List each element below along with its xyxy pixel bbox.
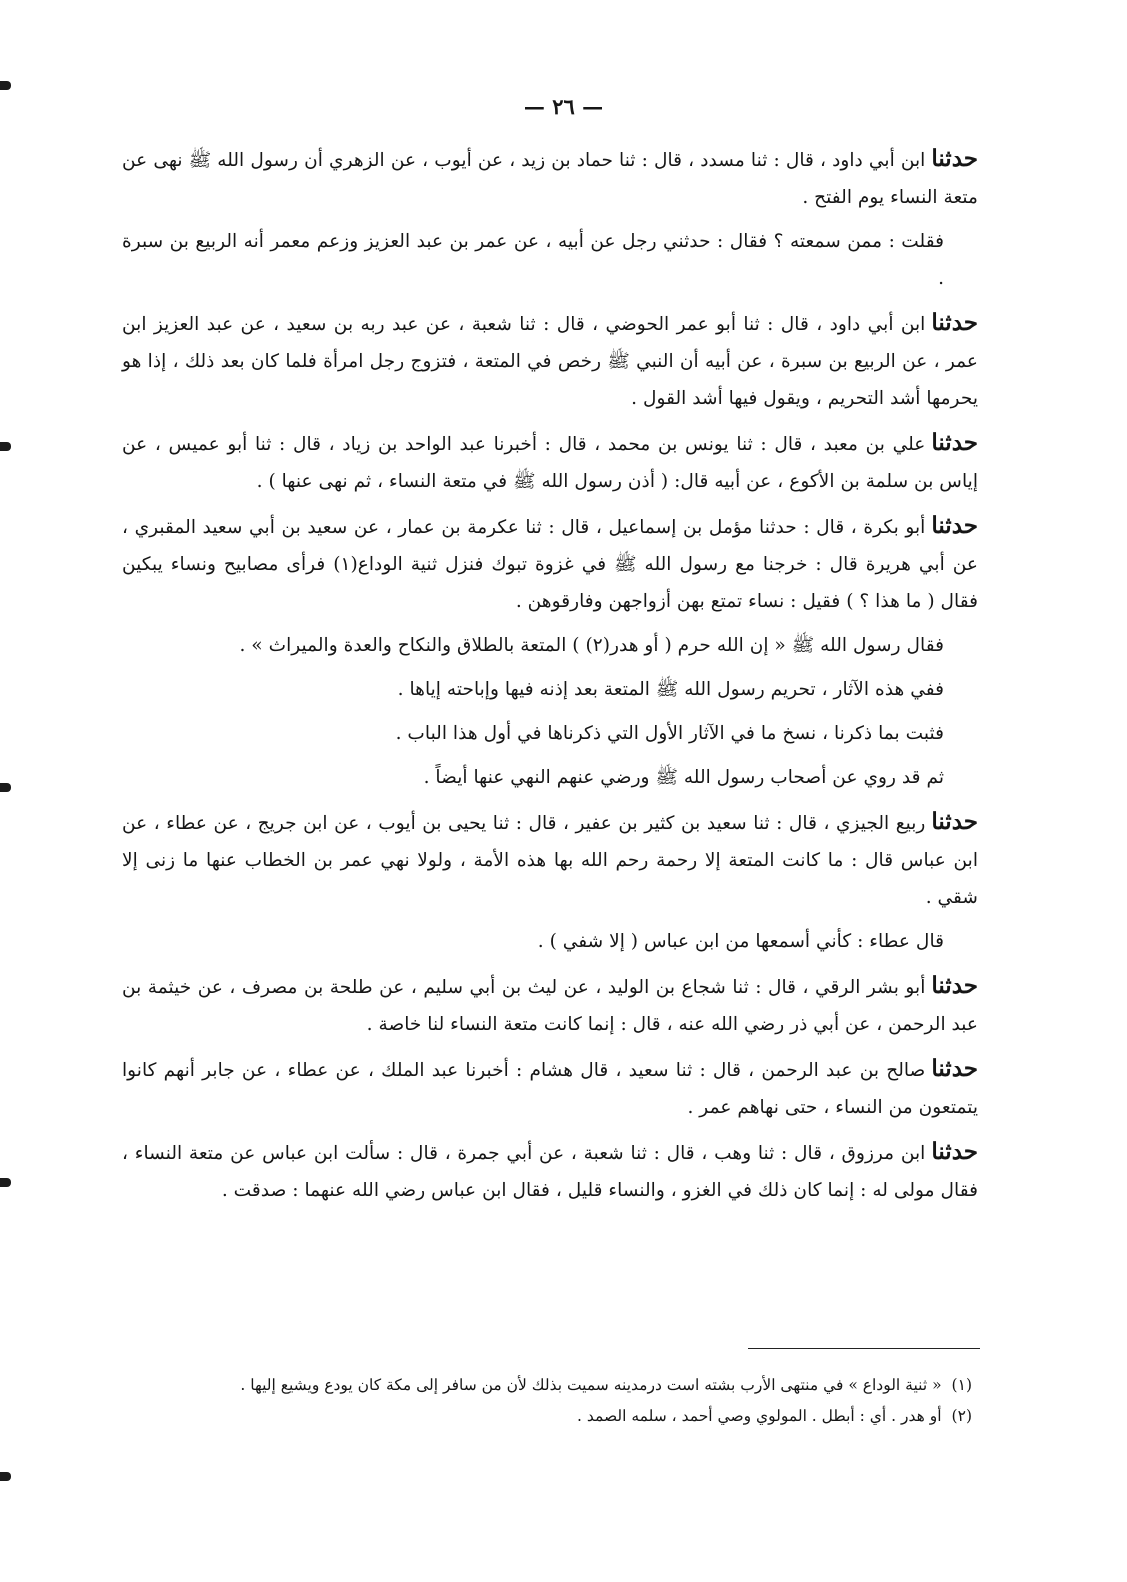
paragraph-12 bbox=[122, 967, 978, 1043]
margin-scan-mark bbox=[0, 1178, 11, 1187]
paragraph-11 bbox=[122, 923, 978, 960]
page-body bbox=[122, 140, 978, 1216]
paragraph-6 bbox=[122, 627, 978, 664]
paragraph-text: قال عطاء : كأني أسمعها من ابن عباس ( إلا شفي ) . bbox=[537, 931, 944, 952]
footnote-text: أو هدر . أي : أبطل . المولوي وصي أحمد ، سلمه الصمد . bbox=[577, 1407, 942, 1425]
hadith-lead-word: حدثنا bbox=[931, 808, 978, 835]
paragraph-9 bbox=[122, 759, 978, 796]
paragraph-14 bbox=[122, 1133, 978, 1209]
hadith-lead-word: حدثنا bbox=[931, 429, 978, 456]
footnote-1 bbox=[122, 1370, 972, 1401]
hadith-lead-word: حدثنا bbox=[931, 145, 978, 172]
footnotes bbox=[122, 1370, 972, 1432]
paragraph-text: فقال رسول الله ﷺ « إن الله حرم ( أو هدر(٢) ) المتعة بالطلاق والنكاح والعدة والميراث » . bbox=[239, 635, 944, 656]
footnote-number: (١) bbox=[951, 1376, 972, 1394]
paragraph-text: ابن أبي داود ، قال : ثنا مسدد ، قال : ثنا حماد بن زيد ، عن أيوب ، عن الزهري أن رسول الله ﷺ نهى عن متعة النساء يوم الفتح . bbox=[122, 150, 978, 208]
hadith-lead-word: حدثنا bbox=[931, 309, 978, 336]
paragraph-5 bbox=[122, 507, 978, 620]
paragraph-4 bbox=[122, 424, 978, 500]
paragraph-text: ثم قد روي عن أصحاب رسول الله ﷺ ورضي عنهم النهي عنها أيضاً . bbox=[423, 767, 944, 788]
paragraph-10 bbox=[122, 803, 978, 916]
paragraph-3 bbox=[122, 304, 978, 417]
hadith-lead-word: حدثنا bbox=[931, 972, 978, 999]
footnote-2 bbox=[122, 1401, 972, 1432]
page-number: — ٢٦ — bbox=[523, 94, 604, 119]
hadith-lead-word: حدثنا bbox=[931, 1138, 978, 1165]
paragraph-text: ابن أبي داود ، قال : ثنا أبو عمر الحوضي ، قال : ثنا شعبة ، عن عبد ربه بن سعيد ، عن عبد العزيز ابن عمر ، عن الربيع بن سبرة ، عن أبيه أن النبي ﷺ رخص في المتعة ، فتزوج رجل امرأة فلما كان بعد ذلك ، إذا هو يحرمها أشد التحريم ، ويقول فيها أشد القول . bbox=[122, 314, 978, 409]
paragraph-7 bbox=[122, 671, 978, 708]
paragraph-2 bbox=[122, 223, 978, 297]
paragraph-text: فثبت بما ذكرنا ، نسخ ما في الآثار الأول التي ذكرناها في أول هذا الباب . bbox=[395, 723, 944, 744]
hadith-lead-word: حدثنا bbox=[931, 512, 978, 539]
margin-scan-mark bbox=[0, 1472, 11, 1481]
paragraph-text: فقلت : ممن سمعته ؟ فقال : حدثني رجل عن أبيه ، عن عمر بن عبد العزيز وزعم معمر أنه الربيع بن سبرة . bbox=[122, 231, 944, 289]
footnote-number: (٢) bbox=[951, 1407, 972, 1425]
paragraph-8 bbox=[122, 715, 978, 752]
paragraph-text: صالح بن عبد الرحمن ، قال : ثنا سعيد ، قال هشام : أخبرنا عبد الملك ، عن عطاء ، عن جابر أنهم كانوا يتمتعون من النساء ، حتى نهاهم عمر . bbox=[122, 1060, 978, 1118]
margin-scan-mark bbox=[0, 81, 11, 90]
footnote-text: « ثنية الوداع » في منتهى الأرب بشته است درمدينه سميت بذلك لأن من سافر إلى مكة كان يودع ويشيع إليها . bbox=[240, 1376, 942, 1394]
paragraph-text: ابن مرزوق ، قال : ثنا وهب ، قال : ثنا شعبة ، عن أبي جمرة ، قال : سألت ابن عباس عن متعة النساء ، فقال مولى له : إنما كان ذلك في الغزو ، والنساء قليل ، فقال ابن عباس رضي الله عنهما : صدقت . bbox=[122, 1143, 978, 1201]
hadith-lead-word: حدثنا bbox=[931, 1055, 978, 1082]
margin-scan-mark bbox=[0, 442, 11, 451]
paragraph-13 bbox=[122, 1050, 978, 1126]
paragraph-text: علي بن معبد ، قال : ثنا يونس بن محمد ، قال : أخبرنا عبد الواحد بن زياد ، قال : ثنا أبو عميس ، عن إياس بن سلمة بن الأكوع ، عن أبيه قال: ( أذن رسول الله ﷺ في متعة النساء ، ثم نهى عنها ) . bbox=[122, 434, 978, 492]
paragraph-text: أبو بشر الرقي ، قال : ثنا شجاع بن الوليد ، عن ليث بن أبي سليم ، عن طلحة بن مصرف ، عن خيثمة بن عبد الرحمن ، عن أبي ذر رضي الله عنه ، قال : إنما كانت متعة النساء لنا خاصة . bbox=[122, 977, 978, 1035]
footnote-divider bbox=[748, 1348, 980, 1349]
paragraph-text: ربيع الجيزي ، قال : ثنا سعيد بن كثير بن عفير ، قال : ثنا يحيى بن أيوب ، عن ابن جريج ، عن عطاء ، عن ابن عباس قال : ما كانت المتعة إلا رحمة رحم الله بها هذه الأمة ، ولولا نهي عمر بن الخطاب عنها ما زنى إلا شقي . bbox=[122, 813, 978, 908]
paragraph-1 bbox=[122, 140, 978, 216]
paragraph-text: أبو بكرة ، قال : حدثنا مؤمل بن إسماعيل ، قال : ثنا عكرمة بن عمار ، عن سعيد بن أبي سعيد المقبري ، عن أبي هريرة قال : خرجنا مع رسول الله ﷺ في غزوة تبوك فنزل ثنية الوداع(١) فرأى مصابيح ونساء يبكين فقال ( ما هذا ؟ ) فقيل : نساء تمتع بهن أزواجهن وفارقوهن . bbox=[122, 517, 978, 612]
margin-scan-mark bbox=[0, 783, 11, 792]
paragraph-text: ففي هذه الآثار ، تحريم رسول الله ﷺ المتعة بعد إذنه فيها وإباحته إياها . bbox=[397, 679, 944, 700]
